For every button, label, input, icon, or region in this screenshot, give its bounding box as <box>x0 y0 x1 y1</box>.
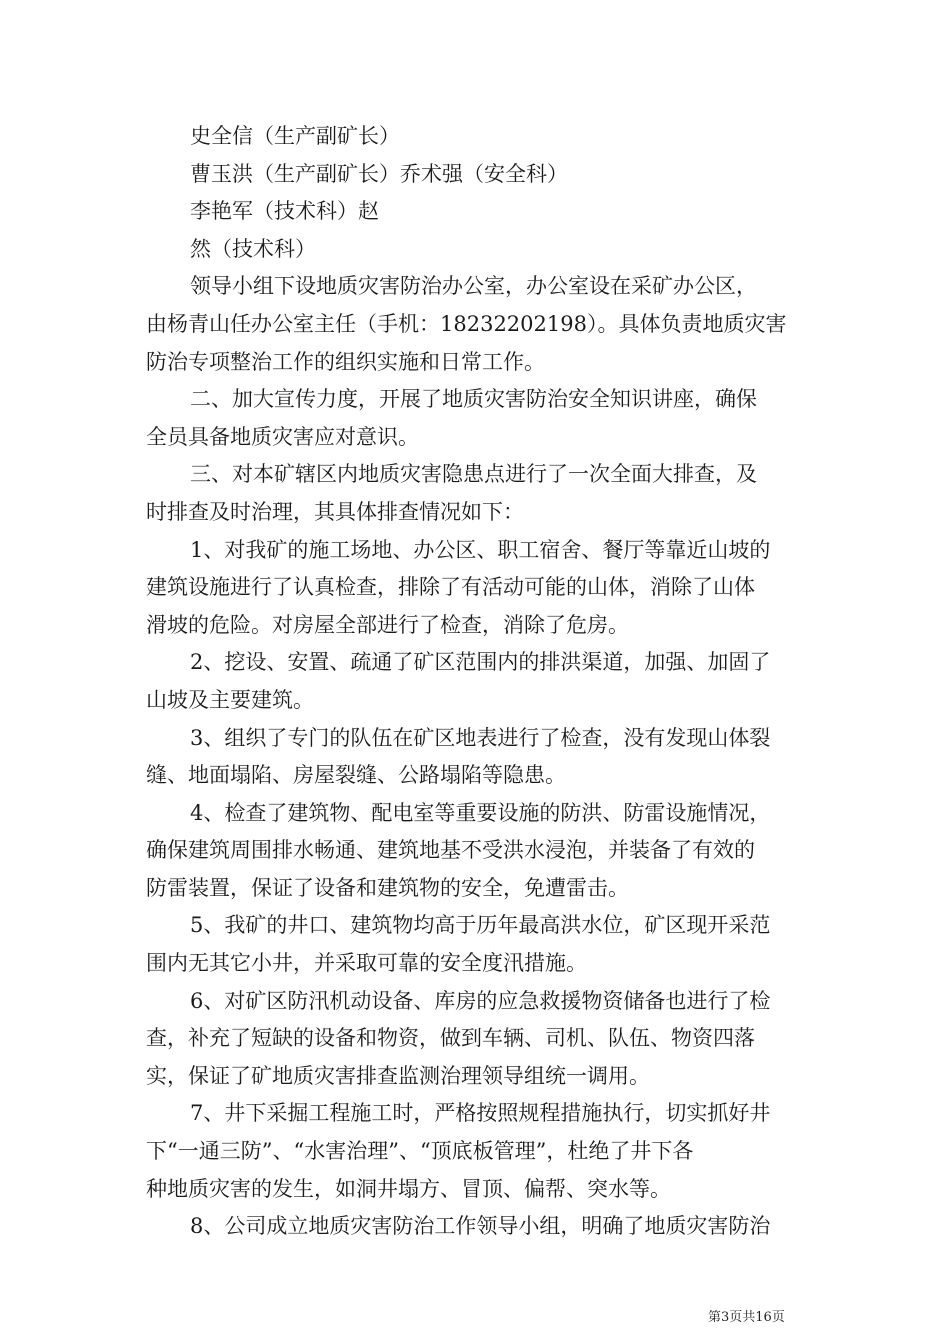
text-line: 下“一通三防”、“水害治理”、“顶底板管理”，杜绝了井下各 <box>146 1139 694 1164</box>
text-line: 然（技术科） <box>190 236 316 261</box>
text-line: 围内无其它小井，并采取可靠的安全度汛措施。 <box>146 951 587 976</box>
text-line: 6、对矿区防汛机动设备、库房的应急救援物资储备也进行了检 <box>190 988 771 1013</box>
text-line: 曹玉洪（生产副矿长）乔术强（安全科） <box>190 161 568 186</box>
text-line: 由杨青山任办公室主任（手机：18232202198）。具体负责地质灾害 <box>146 311 787 336</box>
text-line: 实，保证了矿地质灾害排查监测治理领导组统一调用。 <box>146 1063 650 1088</box>
text-line: 确保建筑周围排水畅通、建筑地基不受洪水浸泡，并装备了有效的 <box>146 838 755 863</box>
text-line: 3、组织了专门的队伍在矿区地表进行了检查，没有发现山体裂 <box>190 725 771 750</box>
text-line: 种地质灾害的发生，如洞井塌方、冒顶、偏帮、突水等。 <box>146 1176 671 1201</box>
text-line: 史全信（生产副矿长） <box>190 124 400 148</box>
document-body <box>146 118 810 1246</box>
text-line: 建筑设施进行了认真检查，排除了有活动可能的山体，消除了山体 <box>146 575 755 600</box>
page-number-footer: 第3页共16页 <box>708 1310 785 1325</box>
text-line: 二、加大宣传力度，开展了地质灾害防治安全知识讲座，确保 <box>190 387 757 412</box>
text-line: 领导小组下设地质灾害防治办公室，办公室设在采矿办公区， <box>190 274 757 299</box>
text-line: 4、检查了建筑物、配电室等重要设施的防洪、防雷设施情况， <box>190 800 771 825</box>
text-line: 李艳军（技术科）赵 <box>190 199 379 224</box>
text-line: 山坡及主要建筑。 <box>146 687 314 712</box>
text-line: 缝、地面塌陷、房屋裂缝、公路塌陷等隐患。 <box>146 763 566 788</box>
text-line: 1、对我矿的施工场地、办公区、职工宿舍、餐厅等靠近山坡的 <box>190 537 771 562</box>
text-line: 查，补充了短缺的设备和物资，做到车辆、司机、队伍、物资四落 <box>146 1026 755 1051</box>
text-line: 防雷装置，保证了设备和建筑物的安全，免遭雷击。 <box>146 875 629 900</box>
text-line: 全员具备地质灾害应对意识。 <box>146 424 419 449</box>
text-line: 时排查及时治理，其具体排查情况如下： <box>146 499 524 524</box>
text-line: 7、井下采掘工程施工时，严格按照规程措施执行，切实抓好井 <box>190 1101 771 1126</box>
text-line: 防治专项整治工作的组织实施和日常工作。 <box>146 349 545 374</box>
text-line: 三、对本矿辖区内地质灾害隐患点进行了一次全面大排查，及 <box>190 462 757 487</box>
text-line: 8、公司成立地质灾害防治工作领导小组，明确了地质灾害防治 <box>190 1214 771 1239</box>
text-line: 滑坡的危险。对房屋全部进行了检查，消除了危房。 <box>146 612 629 637</box>
text-line: 5、我矿的井口、建筑物均高于历年最高洪水位，矿区现开采范 <box>190 913 771 938</box>
text-line: 2、挖设、安置、疏通了矿区范围内的排洪渠道，加强、加固了 <box>190 650 771 675</box>
